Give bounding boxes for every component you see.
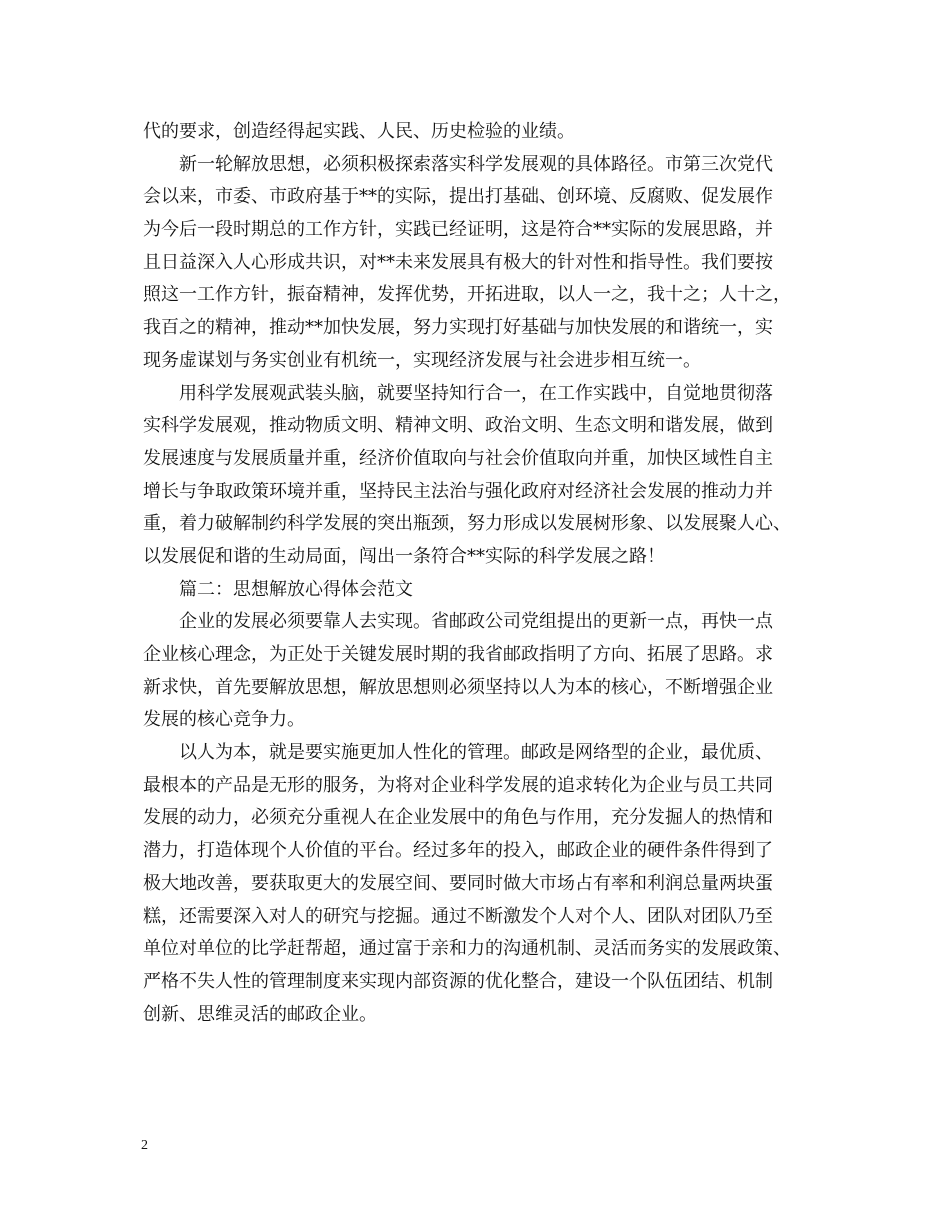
text-line: 发展的核心竞争力。 bbox=[143, 709, 305, 731]
text-line: 以发展促和谐的生动局面，闯出一条符合**实际的科学发展之路！ bbox=[143, 545, 665, 567]
text-line: 会以来，市委、市政府基于**的实际，提出打基础、创环境、反腐败、促发展作 bbox=[143, 186, 773, 208]
text-line: 现务虚谋划与务实创业有机统一，实现经济发展与社会进步相互统一。 bbox=[143, 349, 701, 371]
text-line: 发展的动力，必须充分重视人在企业发展中的角色与作用，充分发掘人的热情和 bbox=[143, 807, 773, 829]
text-line: 企业核心理念，为正处于关键发展时期的我省邮政指明了方向、拓展了思路。求 bbox=[143, 644, 773, 665]
text-line: 企业的发展必须要靠人去实现。省邮政公司党组提出的更新一点，再快一点 bbox=[179, 611, 773, 633]
text-line: 重，着力破解制约科学发展的突出瓶颈，努力形成以发展树形象、以发展聚人心、 bbox=[143, 513, 791, 535]
text-line: 为今后一段时期总的工作方针，实践已经证明，这是符合**实际的发展思路，并 bbox=[143, 219, 773, 241]
text-line: 最根本的产品是无形的服务，为将对企业科学发展的追求转化为企业与员工共同 bbox=[143, 774, 773, 796]
text-line: 发展速度与发展质量并重，经济价值取向与社会价值取向并重，加快区域性自主 bbox=[143, 447, 773, 469]
text-line: 以人为本，就是要实施更加人性化的管理。邮政是网络型的企业，最优质、 bbox=[179, 742, 773, 764]
text-line: 增长与争取政策环境并重，坚持民主法治与强化政府对经济社会发展的推动力并 bbox=[143, 480, 773, 502]
text-line: 糕，还需要深入对人的研究与挖掘。通过不断激发个人对个人、团队对团队乃至 bbox=[143, 905, 773, 927]
text-line: 照这一工作方针，振奋精神，发挥优势，开拓进取，以人一之，我十之；人十之， bbox=[143, 284, 791, 306]
text-line: 极大地改善，要获取更大的发展空间、要同时做大市场占有率和利润总量两块蛋 bbox=[143, 872, 773, 894]
text-line: 我百之的精神，推动**加快发展，努力实现打好基础与加快发展的和谐统一，实 bbox=[143, 317, 773, 339]
text-line: 潜力，打造体现个人价值的平台。经过多年的投入，邮政企业的硬件条件得到了 bbox=[143, 840, 773, 862]
text-line: 创新、思维灵活的邮政企业。 bbox=[143, 1003, 377, 1025]
text-line: 代的要求，创造经得起实践、人民、历史检验的业绩。 bbox=[143, 121, 575, 142]
text-line: 新一轮解放思想，必须积极探索落实科学发展观的具体路径。市第三次党代 bbox=[179, 153, 773, 175]
text-line: 新求快，首先要解放思想，解放思想则必须坚持以人为本的核心，不断增强企业 bbox=[143, 676, 773, 698]
text-line: 严格不失人性的管理制度来实现内部资源的优化整合，建设一个队伍团结、机制 bbox=[143, 970, 773, 992]
section-heading: 篇二：思想解放心得体会范文 bbox=[179, 578, 413, 600]
text-line: 实科学发展观，推动物质文明、精神文明、政治文明、生态文明和谐发展，做到 bbox=[143, 415, 773, 437]
body-text bbox=[143, 116, 833, 1031]
text-line: 单位对单位的比学赶帮超，通过富于亲和力的沟通机制、灵活而务实的发展政策、 bbox=[143, 938, 791, 960]
text-line: 且日益深入人心形成共识，对**未来发展具有极大的针对性和指导性。我们要按 bbox=[143, 251, 773, 273]
page-number: 2 bbox=[141, 1138, 148, 1153]
text-line: 用科学发展观武装头脑，就要坚持知行合一，在工作实践中，自觉地贯彻落 bbox=[179, 382, 773, 404]
